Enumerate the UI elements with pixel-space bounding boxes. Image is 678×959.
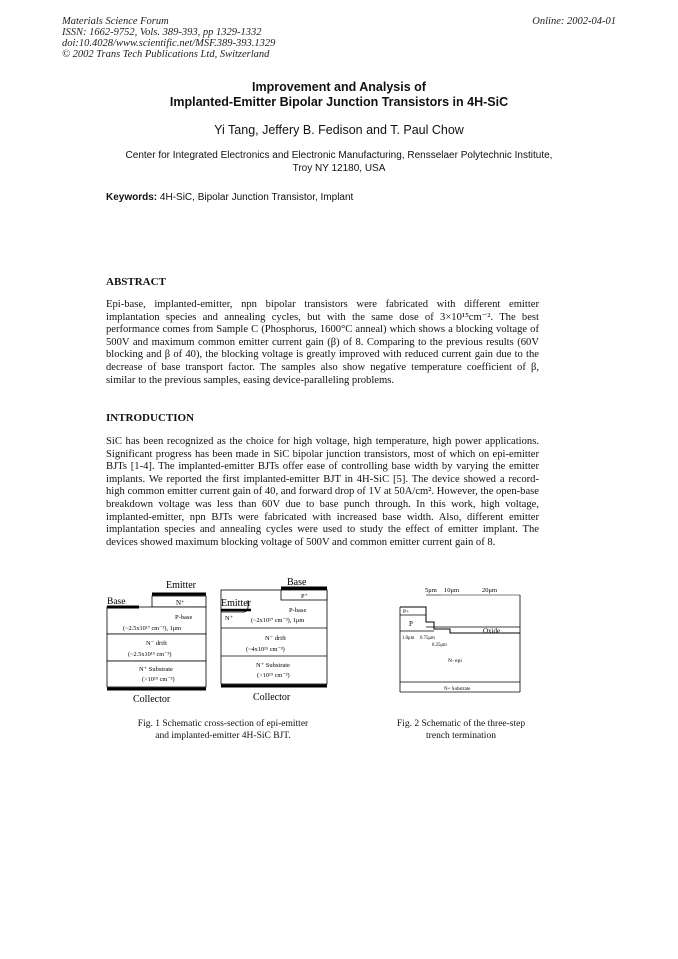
- affiliation-line1: Center for Integrated Electronics and Electronic Manufacturing, Rensselaer Polytechnic Institute,: [125, 150, 553, 161]
- fig1-left-emitter-label: Emitter: [166, 580, 196, 591]
- keywords: [106, 192, 353, 203]
- fig1-left-nplus-label: N⁺: [176, 599, 185, 607]
- fig2-depth-1um: 1.0μm: [402, 636, 415, 641]
- fig1-right-pbase-doping: (~2x10¹⁷ cm⁻³), 1μm: [251, 617, 305, 624]
- fig1-right-nsub-doping: (>10¹⁹ cm⁻³): [257, 672, 290, 679]
- fig2-depth-075um: 0.75μm: [420, 636, 435, 641]
- fig1-left-structure: [107, 580, 206, 705]
- abstract-text: Epi-base, implanted-emitter, npn bipolar transistors were fabricated with different emitter implantation species and annealing cycles, but with the same dose of 3×10¹⁵cm⁻². The best performance comes from Sample C (Phosphorus, 1600°C anneal) which shows a blocking voltage of 500V and maximum common emitter current gain (β) of 8. Comparing to the previous results (60V blocking and β of 40), the blocking voltage is greatly improved with reduced current gain due to the decrease of base transport factor. The samples also show negative temperature coefficient of β, similar to the previous samples, easing device-paralleling problems.: [106, 299, 539, 386]
- introduction-body: [106, 436, 539, 549]
- doi: doi:10.4028/www.scientific.net/MSF.389-393.1329: [62, 38, 276, 49]
- abstract-body: [106, 299, 539, 387]
- fig1-right-nsub-label: N⁺ Substrate: [256, 662, 290, 669]
- fig1-left-nsub-label: N⁺ Substrate: [139, 666, 173, 673]
- fig1-left-nsub-doping: (>10¹⁹ cm⁻³): [142, 676, 175, 683]
- fig1-right-pplus-label: P⁺: [301, 593, 309, 600]
- figure1-diagram: [103, 574, 343, 716]
- fig2-nsub-label: N+ Substrate: [444, 687, 471, 692]
- copyright: © 2002 Trans Tech Publications Ltd, Switzerland: [62, 49, 270, 60]
- journal-issn: ISSN: 1662-9752, Vols. 389-393, pp 1329-1332: [62, 27, 262, 38]
- fig1-right-base-label: Base: [287, 577, 307, 588]
- introduction-text: SiC has been recognized as the choice for high voltage, high temperature, high power applications. Significant progress has been made in SiC bipolar junction transistors, most of which on epi-emitter BJTs [1-4]. The implanted-emitter BJTs offer ease of controlling base width by varying the emitter implants. We reported the first implanted-emitter BJT in 4H-SiC [5]. The device showed a record-high common emitter current gain of 40, and forward drop of 1V at 50A/cm². However, the open-base breakdown voltage was less than 60V due to base punch through. In this work, high voltage, implanted-emitter, npn BJTs were fabricated with increased base width. Also, different emitter implantation species and annealing cycles were used to study the effect of emitter implant. The devices showed maximum blocking voltage of 500V and common emitter current gain of 8.: [106, 436, 539, 548]
- fig2-oxide-label: Oxide: [483, 627, 501, 635]
- figure2-svg: [396, 582, 526, 694]
- figure2-diagram: [396, 582, 526, 694]
- fig1-left-pbase-doping: (~2.5x10¹⁷ cm⁻³), 1μm: [123, 625, 182, 632]
- fig1-right-emitter-label: Emitter: [221, 598, 251, 609]
- online-date: Online: 2002-04-01: [532, 16, 616, 27]
- fig1-right-structure: [221, 577, 327, 703]
- fig1-left-ndrift-doping: (~2.5x10¹⁵ cm⁻³): [128, 651, 172, 658]
- paper-title-line2: Implanted-Emitter Bipolar Junction Transistors in 4H-SiC: [169, 95, 509, 109]
- fig1-right-ndrift-doping: (~4x10¹⁵ cm⁻³): [246, 646, 285, 653]
- author-list: Yi Tang, Jeffery B. Fedison and T. Paul Chow: [214, 123, 464, 137]
- paper-title-line1: Improvement and Analysis of: [252, 80, 426, 94]
- figure2-caption-line2: trench termination: [426, 730, 496, 741]
- fig1-left-nsub-region: [107, 661, 206, 687]
- fig1-left-base-label: Base: [107, 597, 126, 607]
- journal-name: Materials Science Forum: [62, 16, 169, 27]
- figure1-caption-line2: and implanted-emitter 4H-SiC BJT.: [155, 730, 291, 741]
- keywords-label: Keywords:: [106, 192, 158, 203]
- fig2-pplus-label: P+: [403, 609, 410, 615]
- keywords-text: 4H-SiC, Bipolar Junction Transistor, Implant: [159, 192, 354, 203]
- fig2-depth-025um: 0.25μm: [432, 643, 447, 648]
- figure2-caption: [371, 719, 551, 742]
- fig1-left-collector-label: Collector: [133, 694, 171, 705]
- figure2-caption-line1: Fig. 2 Schematic of the three-step: [396, 719, 526, 729]
- fig1-right-pbase-label: P-base: [289, 607, 307, 614]
- introduction-heading: INTRODUCTION: [106, 412, 195, 424]
- fig1-left-pbase-label: P-base: [175, 614, 193, 621]
- fig1-left-ndrift-label: N⁻ drift: [146, 640, 167, 647]
- fig2-nepi-label: N- epi: [448, 658, 462, 664]
- fig2-p-label: P: [409, 620, 413, 628]
- fig1-right-collector-label: Collector: [253, 692, 291, 703]
- figure1-svg: [103, 574, 343, 716]
- abstract-heading: ABSTRACT: [106, 276, 166, 288]
- figure1-caption: [103, 719, 343, 742]
- fig2-width-20um: 20μm: [482, 587, 498, 594]
- fig1-right-nplus-label: N⁺: [225, 615, 234, 622]
- fig2-width-10um: 10μm: [444, 587, 460, 594]
- fig2-width-5um: 5μm: [425, 587, 437, 594]
- figure1-caption-line1: Fig. 1 Schematic cross-section of epi-emitter: [137, 719, 309, 729]
- affiliation-line2: Troy NY 12180, USA: [292, 163, 386, 174]
- fig2-trench-profile: [400, 607, 520, 633]
- fig1-right-ndrift-label: N⁻ drift: [265, 635, 286, 642]
